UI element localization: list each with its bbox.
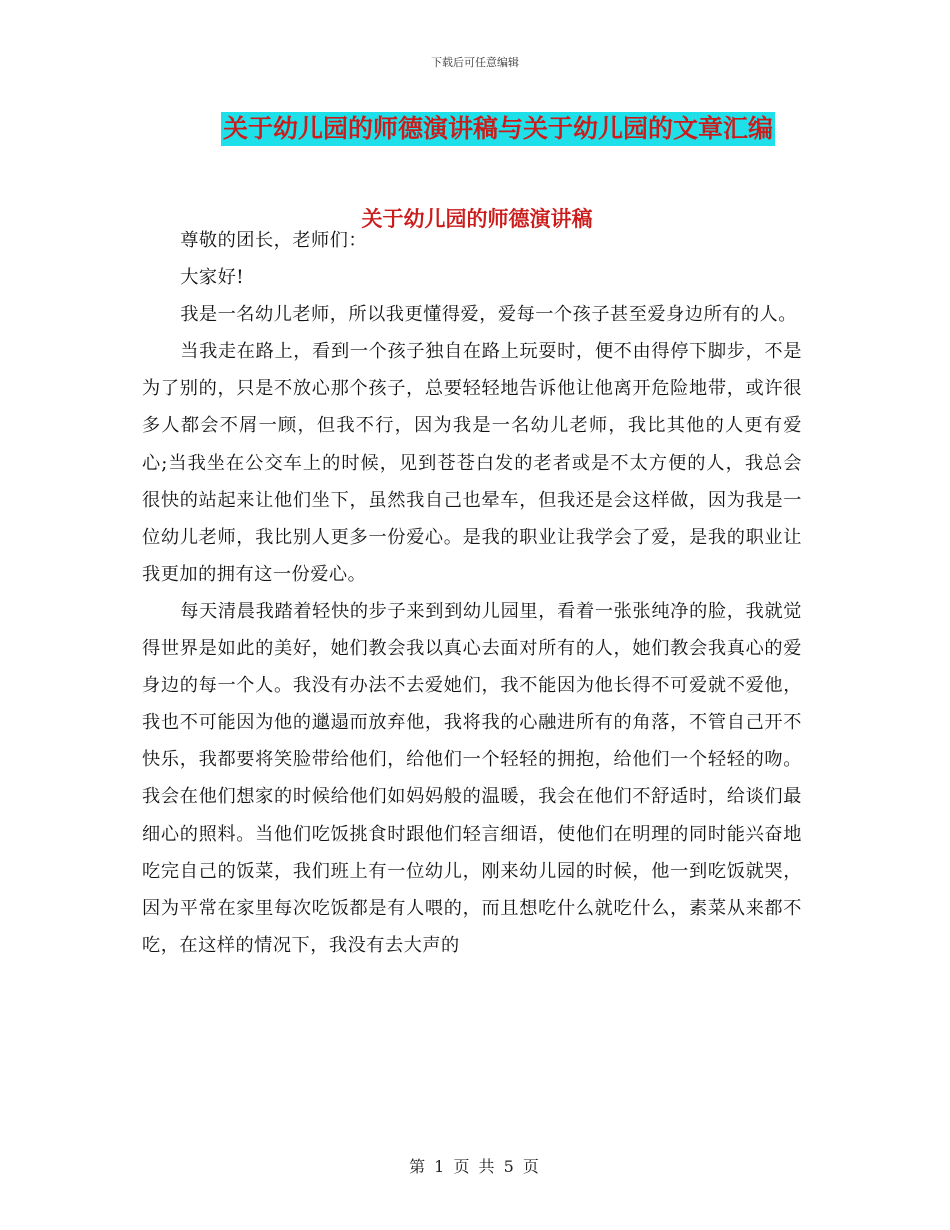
speech-title: 关于幼儿园的师德演讲稿 xyxy=(361,207,593,231)
paragraph-intro: 我是一名幼儿老师，所以我更懂得爱，爱每一个孩子甚至爱身边所有的人。 xyxy=(180,304,797,326)
paragraph-daily-care: 每天清晨我踏着轻快的步子来到到幼儿园里，看着一张张纯净的脸，我就觉得世界是如此的美好，她们教会我以真心去面对所有的人，她们教会我真心的爱身边的每一个人。我没有办法不去爱她们，我不能因为他长得不可爱就不爱他，我也不可能因为他的邋遢而放弃他，我将我的心融进所有的角落，不管自己开不快乐，我都要将笑脸带给他们，给他们一个轻轻的拥抱，给他们一个轻轻的吻。我会在他们想家的时候给他们如妈妈般的温暖，我会在他们不舒适时，给谈们最细心的照料。当他们吃饭挑食时跟他们轻言细语，使他们在明理的同时能兴奋地吃完自己的饭菜，我们班上有一位幼儿，刚来幼儿园的时候，他一到吃饭就哭，因为平常在家里每次吃饭都是有人喂的，而且想吃什么就吃什么，素菜从来都不吃，在这样的情况下，我没有去大声的 xyxy=(142,600,802,956)
paragraph-greeting: 尊敬的团长，老师们： xyxy=(180,230,368,251)
paragraph-hello: 大家好! xyxy=(180,267,245,289)
document-title-container xyxy=(0,112,950,146)
paragraph-street-story: 当我走在路上，看到一个孩子独自在路上玩耍时，便不由得停下脚步，不是为了别的，只是不放心那个孩子，总要轻轻地告诉他让他离开危险地带，或许很多人都会不屑一顾，但我不行，因为我是一名幼儿老师，我比其他的人更有爱心;当我坐在公交车上的时候，见到苍苍白发的老者或是不太方便的人，我总会很快的站起来让他们坐下，虽然我自己也晕车，但我还是会这样做，因为我是一位幼儿老师，我比别人更多一份爱心。是我的职业让我学会了爱，是我的职业让我更加的拥有这一份爱心。 xyxy=(142,341,802,585)
page-number: 第 1 页 共 5 页 xyxy=(409,1157,541,1176)
document-body xyxy=(142,222,802,964)
header-note: 下载后可任意编辑 xyxy=(431,56,519,69)
document-title: 关于幼儿园的师德演讲稿与关于幼儿园的文章汇编 xyxy=(221,112,775,146)
